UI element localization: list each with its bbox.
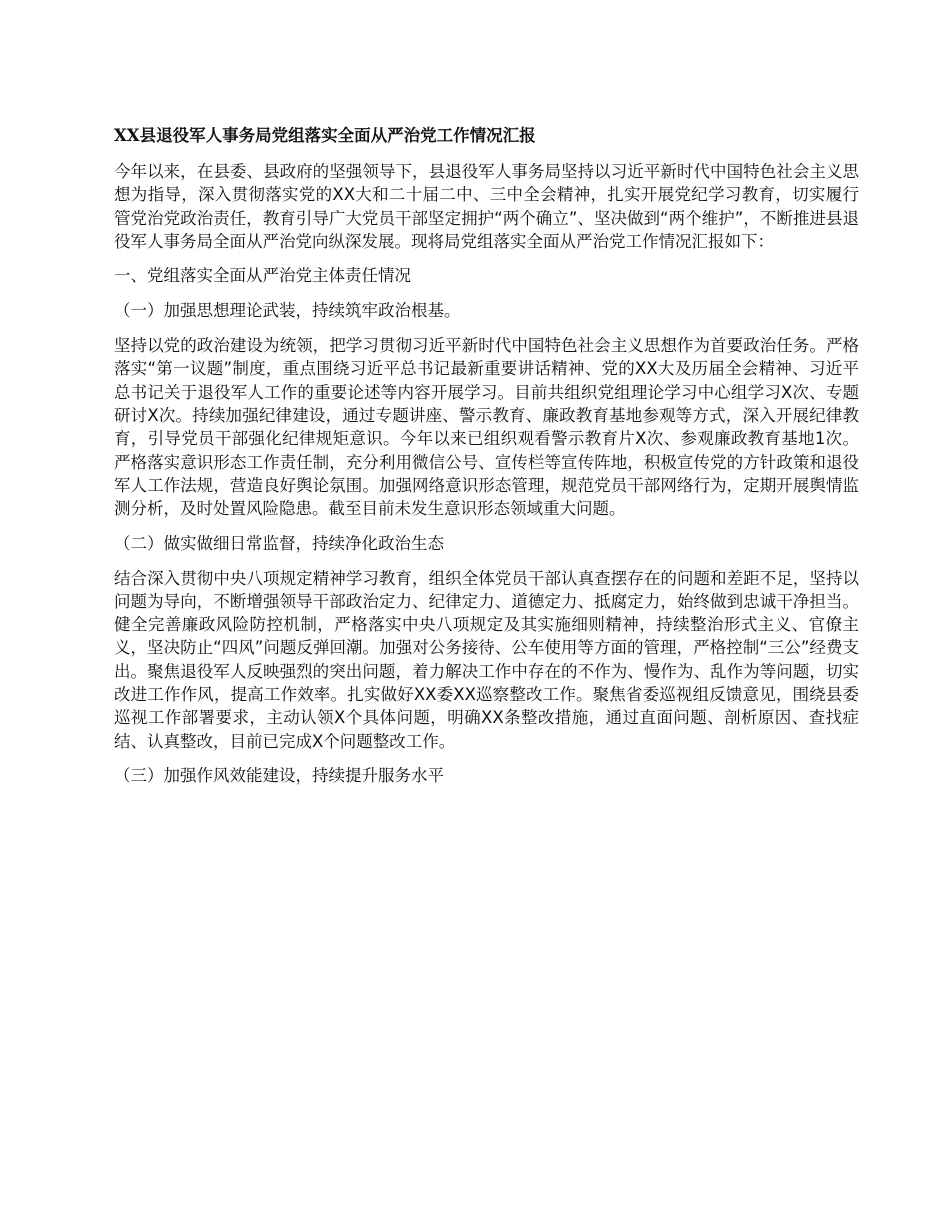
section-1-heading: 一、党组落实全面从严治党主体责任情况 xyxy=(114,266,411,286)
subsection-2-body: 结合深入贯彻中央八项规定精神学习教育，组织全体党员干部认真查摆存在的问题和差距不足，坚持以问题为导向，不断增强领导干部政治定力、纪律定力、道德定力、抵腐定力，始终做到忠诚干净担当。健全完善廉政风险防控机制，严格落实中央八项规定及其实施细则精神，持续整治形式主义、官僚主义，坚决防止“四风”问题反弹回潮。加强对公务接待、公车使用等方面的管理，严格控制“三公”经费支出。聚焦退役军人反映强烈的突出问题，着力解决工作中存在的不作为、慢作为、乱作为等问题，切实改进工作作风，提高工作效率。扎实做好XX委XX巡察整改工作。聚焦省委巡视组反馈意见，围绕县委巡视工作部署要求，主动认领X个具体问题，明确XX条整改措施，通过直面问题、剖析原因、查找症结、认真整改，目前已完成X个问题整改工作。 xyxy=(114,568,859,751)
intro-paragraph: 今年以来，在县委、县政府的坚强领导下，县退役军人事务局坚持以习近平新时代中国特色社会主义思想为指导，深入贯彻落实党的XX大和二十届二中、三中全会精神，扎实开展党纪学习教育，切实履行管党治党政治责任，教育引导广大党员干部坚定拥护“两个确立”、坚决做到“两个维护”，不断推进县退役军人事务局全面从严治党向纵深发展。现将局党组落实全面从严治党工作情况汇报如下： xyxy=(114,162,859,251)
subsection-1-body: 坚持以党的政治建设为统领，把学习贯彻习近平新时代中国特色社会主义思想作为首要政治任务。严格落实“第一议题”制度，重点围绕习近平总书记最新重要讲话精神、党的XX大及历届全会精神、习近平总书记关于退役军人工作的重要论述等内容开展学习。目前共组织党组理论学习中心组学习X次、专题研讨X次。持续加强纪律建设，通过专题讲座、警示教育、廉政教育基地参观等方式，深入开展纪律教育，引导党员干部强化纪律规矩意识。今年以来已组织观看警示教育片X次、参观廉政教育基地1次。严格落实意识形态工作责任制，充分利用微信公号、宣传栏等宣传阵地，积极宣传党的方针政策和退役军人工作法规，营造良好舆论氛围。加强网络意识形态管理，规范党员干部网络行为，定期开展舆情监测分析，及时处置风险隐患。截至目前未发生意识形态领域重大问题。 xyxy=(114,336,859,519)
subsection-3-heading: （三）加强作风效能建设，持续提升服务水平 xyxy=(114,765,444,785)
subsection-2-heading: （二）做实做细日常监督，持续净化政治生态 xyxy=(114,533,444,553)
subsection-1-heading: （一）加强思想理论武装，持续筑牢政治根基。 xyxy=(114,301,461,321)
document-title: XX县退役军人事务局党组落实全面从严治党工作情况汇报 xyxy=(114,126,536,145)
document-body xyxy=(114,124,859,799)
